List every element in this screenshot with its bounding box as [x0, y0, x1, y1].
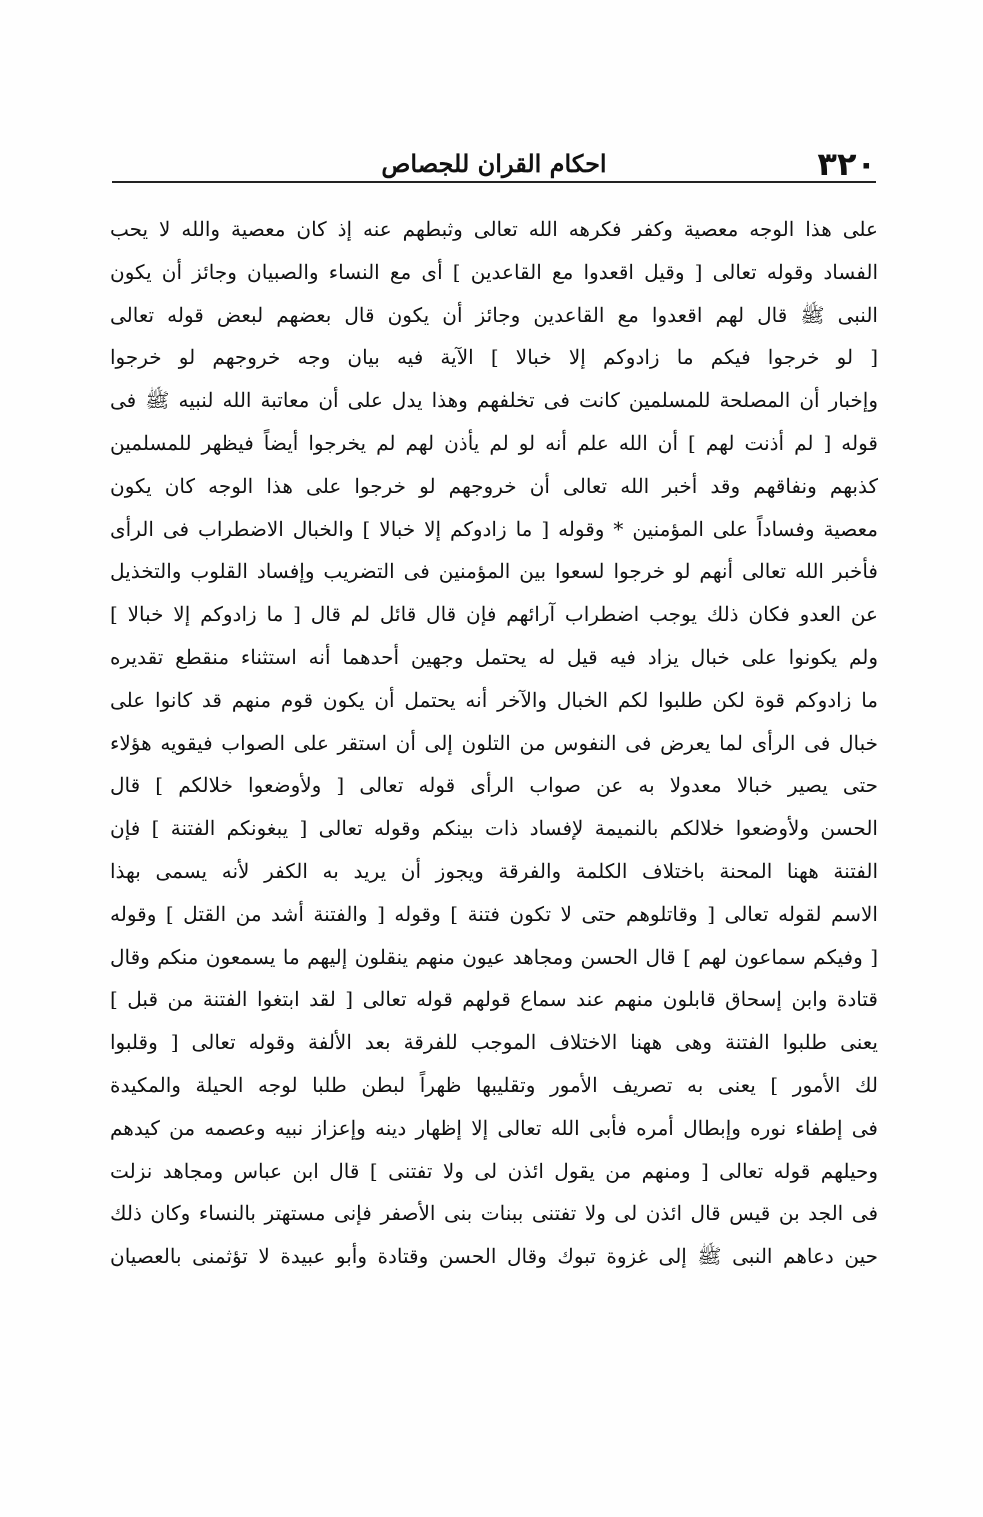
text-line: الحسن ولأوضعوا خلالكم بالنميمة لإفساد ذات بينكم وقوله تعالى [ يبغونكم الفتنة ] فإن	[110, 816, 878, 841]
text-line: فى إطفاء نوره وإبطال أمره فأبى الله تعالى إلا إظهار دينه وإعزاز نبيه وعصمه من كيدهم	[110, 1115, 878, 1140]
page-number: ۳۲۰	[817, 145, 876, 183]
text-line: [ وفيكم سماعون لهم ] قال الحسن ومجاهد عيون منهم ينقلون إليهم ما يسمعون منكم وقال	[110, 944, 878, 969]
text-line: [ لو خرجوا فيكم ما زادوكم إلا خبالا ] الآية فيه بيان وجه خروجهم لو خرجوا	[110, 345, 878, 370]
text-line: الاسم لقوله تعالى [ وقاتلوهم حتى لا تكون فتنة ] وقوله [ والفتنة أشد من القتل ] وقوله	[110, 901, 878, 926]
text-line: ما زادوكم قوة لكن طلبوا لكم الخبال والآخر أنه يحتمل أن يكون قوم منهم قد كانوا على	[110, 687, 878, 712]
text-line: كذبهم ونفاقهم وقد أخبر الله تعالى أن خروجهم لو خرجوا على هذا الوجه كان يكون	[110, 473, 878, 498]
text-line: خبال فى الرأى لما يعرض فى النفوس من التلون إلى أن استقر على الصواب فيقويه هؤلاء	[110, 730, 878, 755]
running-title: احكام القران للجصاص	[381, 149, 607, 178]
text-line: حين دعاهم النبى ﷺ إلى غزوة تبوك وقال الحسن وقتادة وأبو عبيدة لا تؤثمنى بالعصيان	[110, 1244, 878, 1269]
text-line: الفساد وقوله تعالى [ وقيل اقعدوا مع القاعدين ] أى مع النساء والصبيان وجائز أن يكون	[110, 259, 878, 284]
text-line: فأخبر الله تعالى أنهم لو خرجوا لسعوا بين المؤمنين فى التضريب وإفساد القلوب والتخذيل	[110, 559, 878, 584]
text-line: وإخبار أن المصلحة للمسلمين كانت فى تخلفهم وهذا يدل على أن معاتبة الله لنبيه ﷺ فى	[110, 388, 878, 413]
text-line: حتى يصير خبالا معدولا به عن صواب الرأى قوله تعالى [ ولأوضعوا خلالكم ] قال	[110, 773, 878, 798]
text-line: يعنى طلبوا الفتنة وهى ههنا الاختلاف الموجب للفرقة بعد الألفة وقوله تعالى [ وقلبوا	[110, 1030, 878, 1055]
text-line: الفتنة ههنا المحنة باختلاف الكلمة والفرقة ويجوز أن يريد به الكفر لأنه يسمى بهذا	[110, 858, 878, 883]
text-line: لك الأمور ] يعنى به تصريف الأمور وتقليبها ظهراً لبطن طلبا لوجه الحيلة والمكيدة	[110, 1072, 878, 1097]
text-line: فى الجد بن قيس قال ائذن لى ولا تفتنى ببنات بنى الأصفر فإنى مستهتر بالنساء وكان ذلك	[110, 1201, 878, 1226]
text-line: النبى ﷺ قال لهم اقعدوا مع القاعدين وجائز أن يكون قال بعضهم لبعض قوله تعالى	[110, 302, 878, 327]
text-line: قتادة وابن إسحاق قابلون منهم عند سماع قولهم قوله تعالى [ لقد ابتغوا الفتنة من قبل ]	[110, 987, 878, 1012]
text-line: قوله [ لم أذنت لهم ] أن الله علم أنه لو لم يأذن لهم لم يخرجوا أيضاً فيظهر للمسلمين	[110, 430, 878, 455]
body-text	[110, 208, 878, 1278]
text-line: على هذا الوجه معصية وكفر فكرهه الله تعالى وثبطهم عنه إذ كان معصية والله لا يحب	[110, 217, 878, 241]
text-line: وحيلهم قوله تعالى [ ومنهم من يقول ائذن لى ولا تفتنى ] قال ابن عباس ومجاهد نزلت	[110, 1158, 878, 1183]
text-line: عن العدو فكان ذلك يوجب اضطراب آرائهم فإن قال قائل لم قال [ ما زادوكم إلا خبالا ]	[110, 602, 878, 627]
text-line: معصية وفساداً على المؤمنين * وقوله [ ما زادوكم إلا خبالا ] والخبال الاضطراب فى الرأى	[110, 516, 878, 541]
header-rule	[112, 181, 876, 183]
text-line: ولم يكونوا على خبال يزاد فيه قيل له يحتمل وجهين أحدهما أنه استثناء منقطع تقديره	[110, 644, 878, 669]
